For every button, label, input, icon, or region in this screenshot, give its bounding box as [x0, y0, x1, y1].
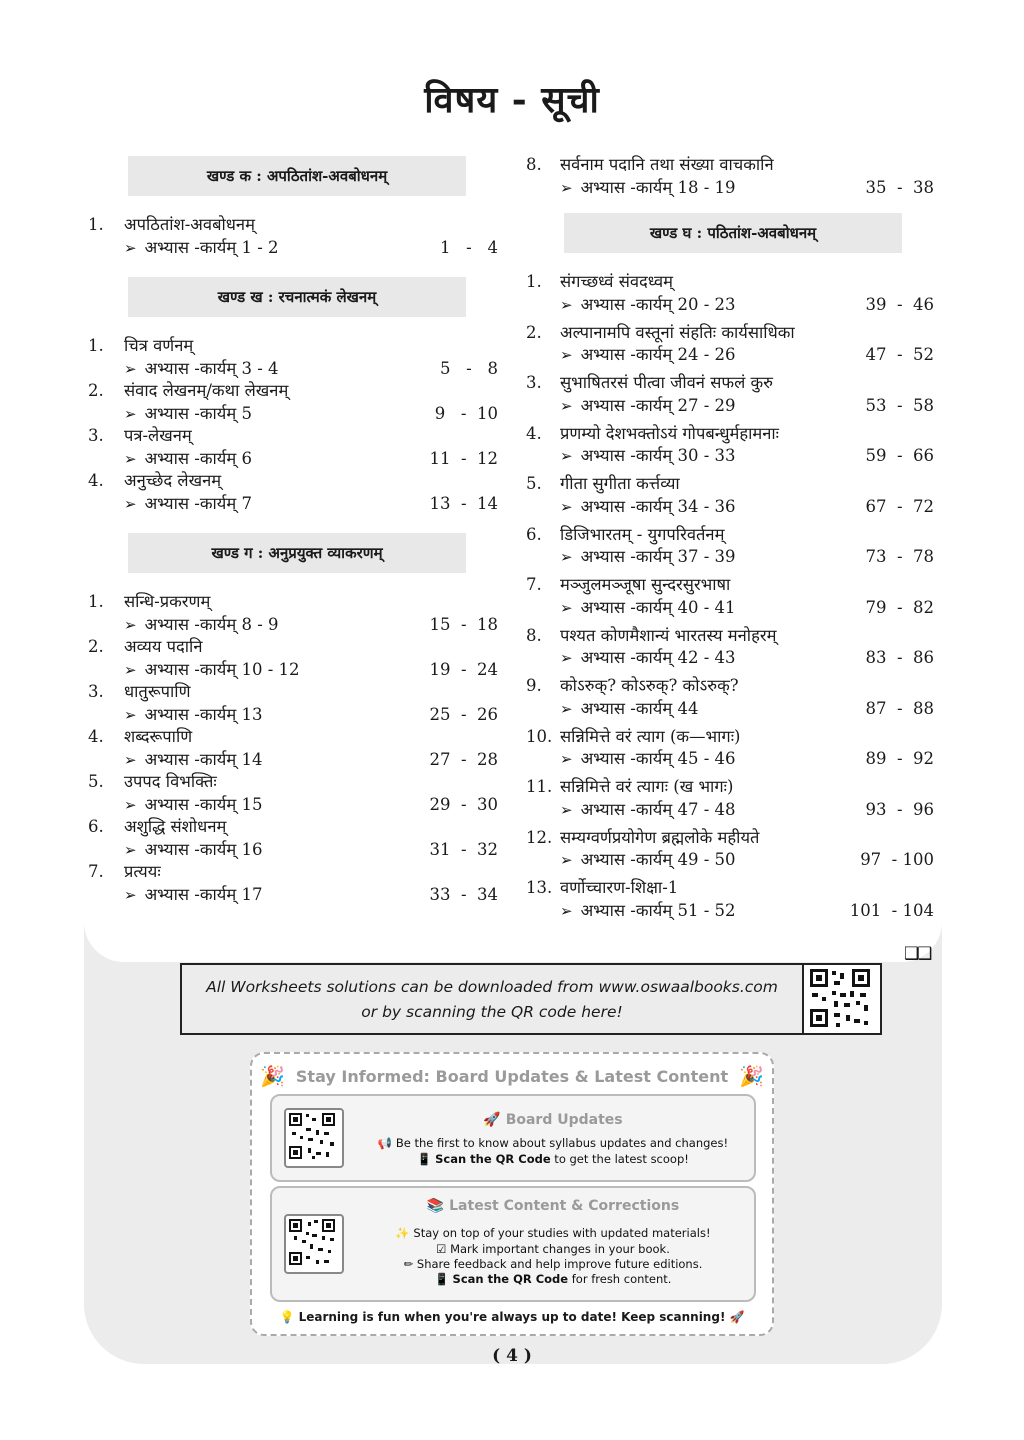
toc-entry-practice-text: अभ्यास -कार्यम् 44 [580, 698, 699, 718]
toc-entry-practice [124, 448, 252, 471]
arrow-bullet-icon: ➢ [560, 699, 573, 718]
toc-entry-practice [124, 749, 263, 772]
rocket-icon: 🚀 [729, 1310, 745, 1324]
toc-entry-practice-row [526, 177, 936, 200]
latest-content-heading-text: Latest Content & Corrections [449, 1198, 680, 1214]
toc-entry-practice-row [526, 900, 936, 923]
toc-entry-practice-text: अभ्यास -कार्यम् 7 [144, 493, 252, 513]
toc-entry-pages: 11 - 12 [429, 448, 498, 468]
toc-entry-title: सर्वनाम पदानि तथा संख्या वाचकानि [560, 155, 774, 174]
toc-entry-number: 1. [88, 336, 104, 355]
toc-entry [88, 726, 500, 771]
toc-entry-title: संवाद लेखनम्/कथा लेखनम् [124, 381, 289, 400]
toc-entry-pages: 67 - 72 [865, 496, 934, 516]
arrow-bullet-icon: ➢ [124, 840, 137, 859]
toc-entry-title: सन्निमित्ते वरं त्याग (क—भागः) [560, 726, 741, 746]
toc-entry-practice [560, 294, 736, 317]
latest-content-card [270, 1186, 756, 1302]
toc-entry-practice-text: अभ्यास -कार्यम् 13 [144, 704, 263, 724]
latest-content-heading [352, 1198, 754, 1214]
toc-entry-pages: 25 - 26 [429, 704, 498, 724]
toc-entry-practice-text: अभ्यास -कार्यम् 1 - 2 [144, 237, 279, 257]
toc-entry-title-row [526, 726, 936, 749]
board-updates-qr-code[interactable] [284, 1108, 344, 1168]
toc-entry-number: 10. [526, 726, 553, 746]
toc-entry-practice-text: अभ्यास -कार्यम् 14 [144, 749, 263, 769]
toc-entry-practice-text: अभ्यास -कार्यम् 24 - 26 [580, 345, 736, 364]
toc-entry-title: पत्र-लेखनम् [124, 426, 192, 445]
latest-content-line4-bold: Scan the QR Code [452, 1272, 569, 1286]
toc-entry-title-row [88, 861, 500, 884]
toc-entry-title: सम्यग्वर्णप्रयोगेण ब्रह्मलोके महीयते [560, 827, 760, 847]
toc-entry-practice-text: अभ्यास -कार्यम् 42 - 43 [580, 648, 736, 667]
toc-entry-title: प्रणम्यो देशभक्तोऽयं गोपबन्धुर्महामनाः [560, 423, 780, 443]
toc-entry-practice [124, 839, 263, 862]
toc-entry-practice-row [526, 647, 936, 670]
toc-entry-practice-row [526, 748, 936, 771]
toc-entry-practice-row [526, 344, 936, 367]
worksheet-note-line2: or by scanning the QR code here! [361, 1003, 623, 1021]
toc-entry-pages: 89 - 92 [865, 749, 934, 768]
entry-spacer [526, 922, 936, 928]
latest-content-qr-code[interactable] [284, 1214, 344, 1274]
toc-entry-number: 6. [88, 817, 104, 836]
arrow-bullet-icon: ➢ [124, 615, 137, 634]
toc-entry-practice-text: अभ्यास -कार्यम् 47 - 48 [580, 799, 736, 819]
arrow-bullet-icon: ➢ [560, 497, 573, 516]
toc-entry [526, 827, 936, 872]
phone-icon: 📱 [434, 1272, 449, 1286]
toc-entry-title-row [526, 877, 936, 900]
latest-content-line1-text: Stay on top of your studies with updated materials! [413, 1226, 711, 1240]
toc-entry-pages: 87 - 88 [865, 698, 934, 718]
toc-entry-pages: 31 - 32 [429, 839, 498, 859]
toc-entry-title-row [526, 423, 936, 446]
toc-entry-practice-row [526, 698, 936, 721]
toc-entry-title-row [88, 380, 500, 403]
toc-entry [88, 771, 500, 816]
worksheet-note-text [182, 975, 802, 1025]
pencil-icon: ✏ [403, 1257, 414, 1271]
toc-entry-title-row [526, 271, 936, 294]
toc-entry [88, 861, 500, 906]
toc-entry-number: 12. [526, 827, 553, 847]
section-spacer [88, 515, 500, 523]
stay-informed-box [250, 1052, 774, 1336]
arrow-bullet-icon: ➢ [124, 885, 137, 904]
toc-entry-practice-row [88, 358, 500, 381]
latest-content-line3 [352, 1257, 754, 1271]
toc-entry-practice-text: अभ्यास -कार्यम् 40 - 41 [580, 597, 736, 617]
toc-entry-practice [560, 445, 736, 468]
section-heading: खण्ड ख : रचनात्मकं लेखनम् [128, 277, 466, 317]
toc-entry [88, 470, 500, 515]
toc-entry-pages: 73 - 78 [865, 547, 934, 566]
toc-entry-number: 8. [526, 155, 542, 174]
toc-entry-practice [560, 647, 736, 670]
board-updates-heading [352, 1112, 754, 1128]
toc-entry [526, 473, 936, 518]
toc-entry-title: गीता सुगीता कर्त्तव्या [560, 474, 680, 493]
toc-entry-number: 9. [526, 676, 542, 695]
toc-entry-practice [560, 799, 736, 822]
toc-entry-practice [124, 237, 279, 260]
latest-content-line1 [352, 1226, 754, 1240]
toc-entry-title: संगच्छध्वं संवदध्वम् [560, 272, 674, 291]
toc-entry-practice-row [88, 839, 500, 862]
toc-entry-practice-row [526, 294, 936, 317]
toc-entry-title: कोऽरुक्? कोऽरुक्? कोऽरुक्? [560, 676, 739, 695]
toc-entry-title-row [88, 425, 500, 448]
toc-entry-number: 4. [526, 423, 542, 443]
toc-entry-practice [560, 900, 736, 923]
toc-entry-number: 8. [526, 625, 542, 645]
toc-entry-title-row [88, 335, 500, 358]
toc-entry-practice-text: अभ्यास -कार्यम् 16 [144, 839, 263, 859]
toc-entry-title-row [526, 524, 936, 547]
toc-entry-title: डिजिभारतम् - युगपरिवर्तनम् [560, 524, 725, 544]
toc-entry-practice [560, 344, 736, 367]
toc-entry [526, 726, 936, 771]
toc-entry-practice [560, 546, 736, 569]
toc-entry-practice-text: अभ्यास -कार्यम् 37 - 39 [580, 547, 736, 566]
toc-entry-practice [124, 884, 263, 907]
stay-informed-footer [252, 1310, 772, 1324]
toc-entry-number: 1. [526, 272, 542, 291]
toc-entry-practice-text: अभ्यास -कार्यम् 6 [144, 448, 252, 468]
toc-entry-practice-text: अभ्यास -कार्यम् 15 [144, 794, 263, 814]
arrow-bullet-icon: ➢ [124, 750, 137, 769]
toc-entry-title-row [88, 681, 500, 704]
toc-entry-practice-row [526, 799, 936, 822]
toc-entry-number: 3. [88, 426, 104, 445]
toc-entry-practice [560, 748, 736, 771]
toc-entry-title-row [88, 726, 500, 749]
toc-entry-number: 11. [526, 777, 553, 796]
toc-entry [526, 423, 936, 468]
toc-entry-number: 6. [526, 524, 542, 544]
toc-entry-title: उपपद विभक्तिः [124, 772, 217, 791]
toc-entry-practice-text: अभ्यास -कार्यम् 17 [144, 884, 263, 904]
toc-entry [526, 877, 936, 922]
stay-informed-footer-text: Learning is fun when you're always up to date! Keep scanning! [298, 1310, 726, 1324]
toc-entry-title-row [526, 574, 936, 597]
toc-entry-title-row [526, 776, 936, 799]
toc-entry-number: 4. [88, 727, 104, 746]
worksheet-note-line1: All Worksheets solutions can be downloaded from www.oswaalbooks.com [206, 978, 778, 996]
section-heading: खण्ड घ : पठितांश-अवबोधनम् [564, 213, 902, 253]
toc-entry [526, 154, 936, 199]
board-updates-card [270, 1094, 756, 1182]
board-updates-line1 [352, 1136, 754, 1150]
toc-entry [526, 776, 936, 821]
megaphone-icon: 📢 [377, 1136, 393, 1150]
toc-entry-practice-row [88, 794, 500, 817]
toc-entry-practice-text: अभ्यास -कार्यम् 5 [144, 403, 252, 423]
arrow-bullet-icon: ➢ [560, 178, 573, 197]
arrow-bullet-icon: ➢ [124, 449, 137, 468]
arrow-bullet-icon: ➢ [124, 238, 137, 257]
toc-entry [88, 636, 500, 681]
toc-entry-pages: 39 - 46 [865, 294, 934, 314]
toc-entry-title: अशुद्धि संशोधनम् [124, 817, 227, 836]
books-icon: 📚 [426, 1198, 445, 1214]
section-heading: खण्ड ग : अनुप्रयुक्त व्याकरणम् [128, 533, 466, 573]
latest-content-line2-text: Mark important changes in your book. [450, 1242, 670, 1256]
toc-entry [526, 372, 936, 417]
section-heading: खण्ड क : अपठितांश-अवबोधनम् [128, 156, 466, 196]
toc-entry-practice-row [526, 849, 936, 872]
toc-entry [526, 271, 936, 316]
toc-entry-practice [560, 597, 736, 620]
toc-entry-title-row [88, 816, 500, 839]
board-updates-line2-bold: Scan the QR Code [435, 1152, 551, 1166]
toc-entry-practice-row [88, 659, 500, 682]
board-updates-line1-text: Be the first to know about syllabus updates and changes! [395, 1136, 729, 1150]
toc-entry-pages: 35 - 38 [865, 177, 934, 197]
toc-entry-pages: 27 - 28 [429, 749, 498, 769]
toc-entry-practice-row [526, 445, 936, 468]
toc-entry-title: शब्दरूपाणि [124, 727, 193, 746]
arrow-bullet-icon: ➢ [560, 598, 573, 617]
toc-entry-practice [560, 177, 736, 200]
arrow-bullet-icon: ➢ [124, 660, 137, 679]
toc-entry-pages: 5 - 8 [439, 358, 498, 378]
toc-entry-number: 2. [526, 322, 542, 342]
toc-entry [526, 574, 936, 619]
toc-entry-practice-row [88, 704, 500, 727]
toc-entry [88, 681, 500, 726]
toc-entry-number: 5. [88, 772, 104, 791]
arrow-bullet-icon: ➢ [560, 548, 573, 566]
right-column [526, 154, 936, 928]
toc-entry-pages: 29 - 30 [429, 794, 498, 814]
toc-entry-practice-text: अभ्यास -कार्यम् 45 - 46 [580, 749, 736, 768]
toc-entry-title-row [88, 636, 500, 659]
toc-entry-pages: 15 - 18 [429, 614, 498, 634]
toc-entry [526, 322, 936, 367]
toc-entry-title: पश्यत कोणमैशान्यं भारतस्य मनोहरम् [560, 625, 777, 645]
arrow-bullet-icon: ➢ [560, 649, 573, 667]
toc-entry-pages: 79 - 82 [865, 597, 934, 617]
toc-entry-practice-text: अभ्यास -कार्यम् 27 - 29 [580, 395, 736, 415]
toc-entry [88, 214, 500, 259]
toc-entry-title: मञ्जुलमञ्जूषा सुन्दरसुरभाषा [560, 575, 731, 594]
toc-entry-pages: 9 - 10 [434, 403, 498, 423]
toc-entry-practice [124, 614, 279, 637]
toc-entry-practice [560, 849, 736, 872]
toc-entry-pages: 83 - 86 [865, 648, 934, 667]
toc-entry-practice-row [88, 493, 500, 516]
arrow-bullet-icon: ➢ [124, 359, 137, 378]
toc-entry-practice-row [88, 448, 500, 471]
toc-entry-practice-text: अभ्यास -कार्यम् 30 - 33 [580, 446, 736, 465]
party-popper-icon: 🎉 [260, 1064, 285, 1088]
toc-entry-title: अनुच्छेद लेखनम् [124, 471, 222, 490]
toc-entry-practice [560, 395, 736, 418]
toc-entry-title: अव्यय पदानि [124, 637, 203, 656]
toc-entry-pages: 13 - 14 [429, 493, 498, 513]
board-updates-line2-rest: to get the latest scoop! [550, 1152, 689, 1166]
toc-entry-title-row [88, 470, 500, 493]
toc-entry-title: वर्णोच्चारण-शिक्षा-1 [560, 878, 679, 897]
toc-entry-number: 4. [88, 471, 104, 490]
toc-entry-practice-row [88, 749, 500, 772]
toc-entry-pages: 19 - 24 [429, 659, 498, 679]
toc-entry [88, 335, 500, 380]
section-spacer [88, 259, 500, 267]
toc-entry-title-row [526, 372, 936, 395]
toc-entry-title-row [526, 675, 936, 698]
toc-entry-number: 3. [88, 682, 104, 701]
toc-entry-title-row [526, 154, 936, 177]
toc-entry-number: 1. [88, 215, 104, 234]
toc-entry-practice [124, 403, 252, 426]
toc-entry-pages: 47 - 52 [865, 345, 934, 364]
toc-entry-practice [560, 496, 736, 519]
toc-entry-practice-row [526, 597, 936, 620]
toc-entry [88, 591, 500, 636]
arrow-bullet-icon: ➢ [560, 800, 573, 819]
toc-entry-title-row [526, 827, 936, 850]
toc-entry-pages: 93 - 96 [865, 799, 934, 819]
qr-code-icon [286, 1110, 338, 1162]
toc-entry-title-row [526, 322, 936, 345]
qr-code-icon [286, 1216, 338, 1268]
toc-entry-practice-row [526, 395, 936, 418]
party-popper-icon: 🎉 [739, 1064, 764, 1088]
toc-entry-title-row [88, 771, 500, 794]
toc-entry-pages: 97 - 100 [860, 850, 934, 869]
toc-entry-title: धातुरूपाणि [124, 682, 191, 701]
toc-entry-practice-row [88, 884, 500, 907]
toc-entry [88, 380, 500, 425]
toc-entry-title-row [526, 473, 936, 496]
arrow-bullet-icon: ➢ [560, 901, 573, 920]
arrow-bullet-icon: ➢ [124, 795, 137, 814]
toc-entry-practice [124, 794, 263, 817]
toc-entry [526, 625, 936, 670]
toc-entry-practice [124, 358, 279, 381]
toc-entry-practice-text: अभ्यास -कार्यम् 51 - 52 [580, 900, 736, 920]
toc-entry-practice-text: अभ्यास -कार्यम् 8 - 9 [144, 614, 279, 634]
section-spacer [88, 906, 500, 914]
toc-entry-number: 1. [88, 592, 104, 611]
toc-entry-title: अल्पानामपि वस्तूनां संहतिः कार्यसाधिका [560, 322, 795, 342]
toc-entry-practice-row [88, 614, 500, 637]
page-number: ( 4 ) [492, 1346, 532, 1366]
toc-entry-number: 2. [88, 637, 104, 656]
rocket-icon: 🚀 [483, 1112, 501, 1128]
left-column [88, 150, 500, 914]
toc-entry-number: 5. [526, 474, 542, 493]
toc-entry-title: सन्धि-प्रकरणम् [124, 592, 211, 611]
latest-content-line4 [352, 1272, 754, 1286]
toc-entry [88, 425, 500, 470]
toc-entry [88, 816, 500, 861]
toc-entry-pages: 101 - 104 [849, 900, 934, 920]
toc-entry-practice-text: अभ्यास -कार्यम् 18 - 19 [580, 177, 736, 197]
toc-entry-practice-row [526, 496, 936, 519]
board-updates-line2 [352, 1152, 754, 1166]
toc-entry-pages: 53 - 58 [865, 395, 934, 415]
toc-entry-practice [124, 659, 300, 682]
board-updates-heading-text: Board Updates [505, 1112, 623, 1128]
toc-entry-practice-row [88, 403, 500, 426]
toc-entry-number: 7. [88, 862, 104, 881]
toc-entry-practice-text: अभ्यास -कार्यम् 49 - 50 [580, 850, 736, 869]
toc-entry [526, 675, 936, 720]
toc-entry-title: सुभाषितरसं पीत्वा जीवनं सफलं कुरु [560, 373, 774, 392]
latest-content-line4-rest: for fresh content. [568, 1272, 672, 1286]
latest-content-line2 [352, 1242, 754, 1256]
toc-entry-practice [560, 698, 699, 721]
toc-entry-title: प्रत्ययः [124, 862, 161, 881]
toc-entry-practice-text: अभ्यास -कार्यम् 3 - 4 [144, 358, 279, 378]
qr-code-icon [804, 965, 876, 1033]
toc-entry-pages: 59 - 66 [865, 446, 934, 465]
toc-entry-number: 7. [526, 575, 542, 594]
arrow-bullet-icon: ➢ [560, 396, 573, 415]
toc-entry-pages: 1 - 4 [439, 237, 498, 257]
toc-entry-number: 2. [88, 381, 104, 400]
arrow-bullet-icon: ➢ [560, 851, 573, 869]
stay-informed-title: Stay Informed: Board Updates & Latest Content [295, 1067, 729, 1086]
toc-entry-practice-row [88, 237, 500, 260]
toc-entry-pages: 33 - 34 [429, 884, 498, 904]
toc-entry-number: 3. [526, 373, 542, 392]
toc-entry-practice [124, 704, 263, 727]
toc-entry-practice-text: अभ्यास -कार्यम् 34 - 36 [580, 496, 736, 516]
end-marker: ❑❑ [904, 944, 931, 964]
latest-content-line3-text: Share feedback and help improve future editions. [416, 1257, 703, 1271]
page-title: विषय - सूची [424, 79, 600, 121]
toc-entry-practice-row [526, 546, 936, 569]
lightbulb-icon: 💡 [279, 1310, 295, 1324]
toc-entry-title-row [526, 625, 936, 648]
toc-entry-title: अपठितांश-अवबोधनम् [124, 215, 255, 234]
arrow-bullet-icon: ➢ [124, 705, 137, 724]
toc-entry-number: 13. [526, 878, 553, 897]
toc-entry [526, 524, 936, 569]
arrow-bullet-icon: ➢ [560, 750, 573, 768]
checkbox-icon: ☑ [436, 1242, 447, 1256]
sparkle-icon: ✨ [395, 1226, 410, 1240]
arrow-bullet-icon: ➢ [560, 295, 573, 314]
toc-entry-title: सन्निमित्ते वरं त्यागः (ख भागः) [560, 777, 734, 796]
worksheet-note-box [180, 963, 882, 1035]
phone-icon: 📱 [417, 1152, 432, 1166]
arrow-bullet-icon: ➢ [560, 447, 573, 465]
toc-entry-practice-text: अभ्यास -कार्यम् 20 - 23 [580, 294, 736, 314]
toc-entry-title-row [88, 214, 500, 237]
toc-entry-practice [124, 493, 252, 516]
arrow-bullet-icon: ➢ [124, 404, 137, 423]
toc-entry-practice-text: अभ्यास -कार्यम् 10 - 12 [144, 659, 300, 679]
toc-entry-title: चित्र वर्णनम् [124, 336, 194, 355]
worksheet-qr-code[interactable] [802, 965, 880, 1033]
arrow-bullet-icon: ➢ [560, 346, 573, 364]
toc-entry-title-row [88, 591, 500, 614]
arrow-bullet-icon: ➢ [124, 494, 137, 513]
